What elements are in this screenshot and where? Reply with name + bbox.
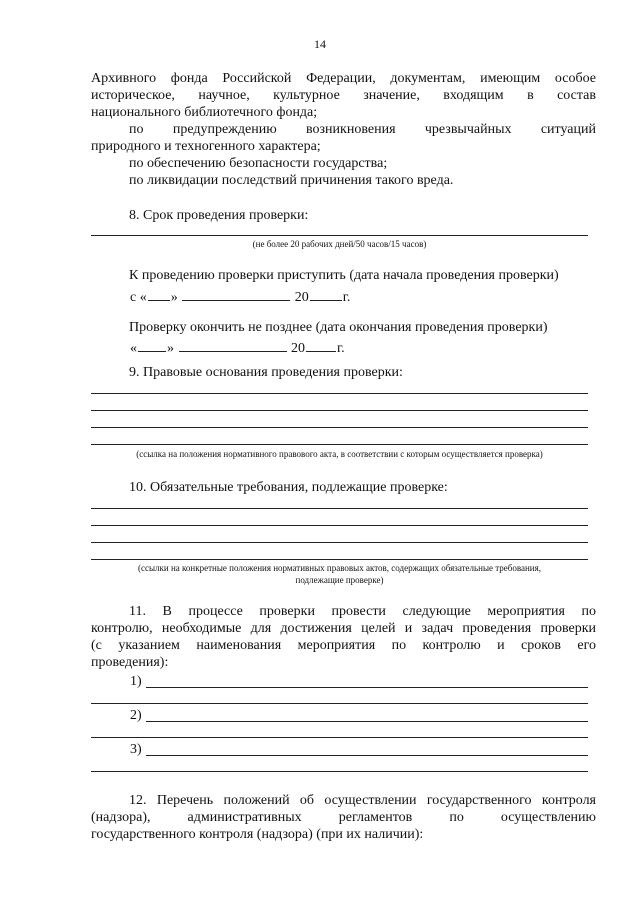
fill-line[interactable] (91, 393, 588, 394)
fill-line[interactable] (91, 737, 588, 738)
quote-close: » (167, 341, 174, 356)
note-line: подлежащие проверке) (295, 575, 384, 585)
fill-line[interactable] (91, 771, 588, 772)
year-suffix: г. (342, 290, 351, 305)
text-line: (надзора), административных регламентов по осуществлению (91, 810, 596, 825)
intro-p3: по обеспечению безопасности государства; (129, 156, 388, 171)
text-line: историческое, научное, культурное значение, входящим в состав (91, 88, 596, 103)
fill-line[interactable] (91, 410, 588, 411)
year-prefix: 20 (294, 290, 309, 305)
fill-line[interactable] (91, 559, 588, 560)
item-3-label: 3) (130, 742, 142, 757)
quote-open: « (130, 341, 137, 356)
fill-line[interactable] (91, 235, 588, 236)
section-10-heading: 10. Обязательные требования, подлежащие проверке: (129, 480, 448, 495)
month-field[interactable] (182, 286, 290, 301)
text-line: проведения): (91, 655, 169, 670)
section-10-note (91, 562, 588, 586)
intro-p2-cont: природного и техногенного характера; (91, 139, 321, 154)
note-line: (ссылки на конкретные положения нормативных правовых актов, содержащих обязательные требования, (137, 563, 542, 573)
month-field[interactable] (179, 337, 287, 352)
year-prefix: 20 (291, 341, 305, 356)
text-line: 11. В процессе проверки провести следующие мероприятия по (129, 604, 596, 619)
text-line: Архивного фонда Российской Федерации, документам, имеющим особое (91, 71, 596, 86)
day-field[interactable] (148, 286, 170, 301)
quote-close: » (170, 290, 178, 305)
section-8-note: (не более 20 рабочих дней/50 часов/15 часов) (252, 239, 427, 249)
item-1-label: 1) (130, 674, 142, 689)
start-date-label: К проведению проверки приступить (дата начала проведения проверки) (129, 268, 559, 283)
start-date-row (130, 286, 350, 306)
intro-p4: по ликвидации последствий причинения такого вреда. (129, 173, 454, 188)
section-9-heading: 9. Правовые основания проведения проверки: (129, 365, 403, 380)
fill-line[interactable] (91, 703, 588, 704)
fill-line[interactable] (91, 444, 588, 445)
intro-paragraph (91, 70, 596, 121)
text-line: контролю, необходимые для достижения целей и задач проведения проверки (91, 621, 596, 636)
intro-p2 (91, 121, 596, 138)
section-8-heading: 8. Срок проведения проверки: (129, 208, 309, 223)
fill-line[interactable] (91, 525, 588, 526)
text-line: государственного контроля (надзора) (при их наличии): (91, 827, 424, 842)
item-2-label: 2) (130, 708, 142, 723)
year-field[interactable] (310, 286, 342, 301)
end-date-row (130, 337, 345, 357)
item-1-line[interactable] (146, 687, 588, 688)
quote-open: с « (130, 290, 147, 305)
item-3-line[interactable] (146, 755, 588, 756)
fill-line[interactable] (91, 508, 588, 509)
section-9-note: (ссылка на положения нормативного правового акта, в соответствии с которым осуществляется проверка) (136, 449, 543, 459)
year-field[interactable] (306, 337, 336, 352)
year-suffix: г. (337, 341, 345, 356)
end-date-label: Проверку окончить не позднее (дата окончания проведения проверки) (129, 320, 548, 335)
fill-line[interactable] (91, 542, 588, 543)
text-line: 12. Перечень положений об осуществлении государственного контроля (129, 793, 596, 808)
day-field[interactable] (138, 337, 166, 352)
section-12-text (91, 792, 596, 843)
text-line: по предупреждению возникновения чрезвычайных ситуаций (129, 122, 596, 137)
page-number: 14 (314, 37, 326, 51)
fill-line[interactable] (91, 427, 588, 428)
text-line: (с указанием наименования мероприятия по контролю и сроков его (91, 638, 596, 653)
section-11-text (91, 603, 596, 671)
text-line: национального библиотечного фонда; (91, 105, 318, 120)
item-2-line[interactable] (146, 721, 588, 722)
